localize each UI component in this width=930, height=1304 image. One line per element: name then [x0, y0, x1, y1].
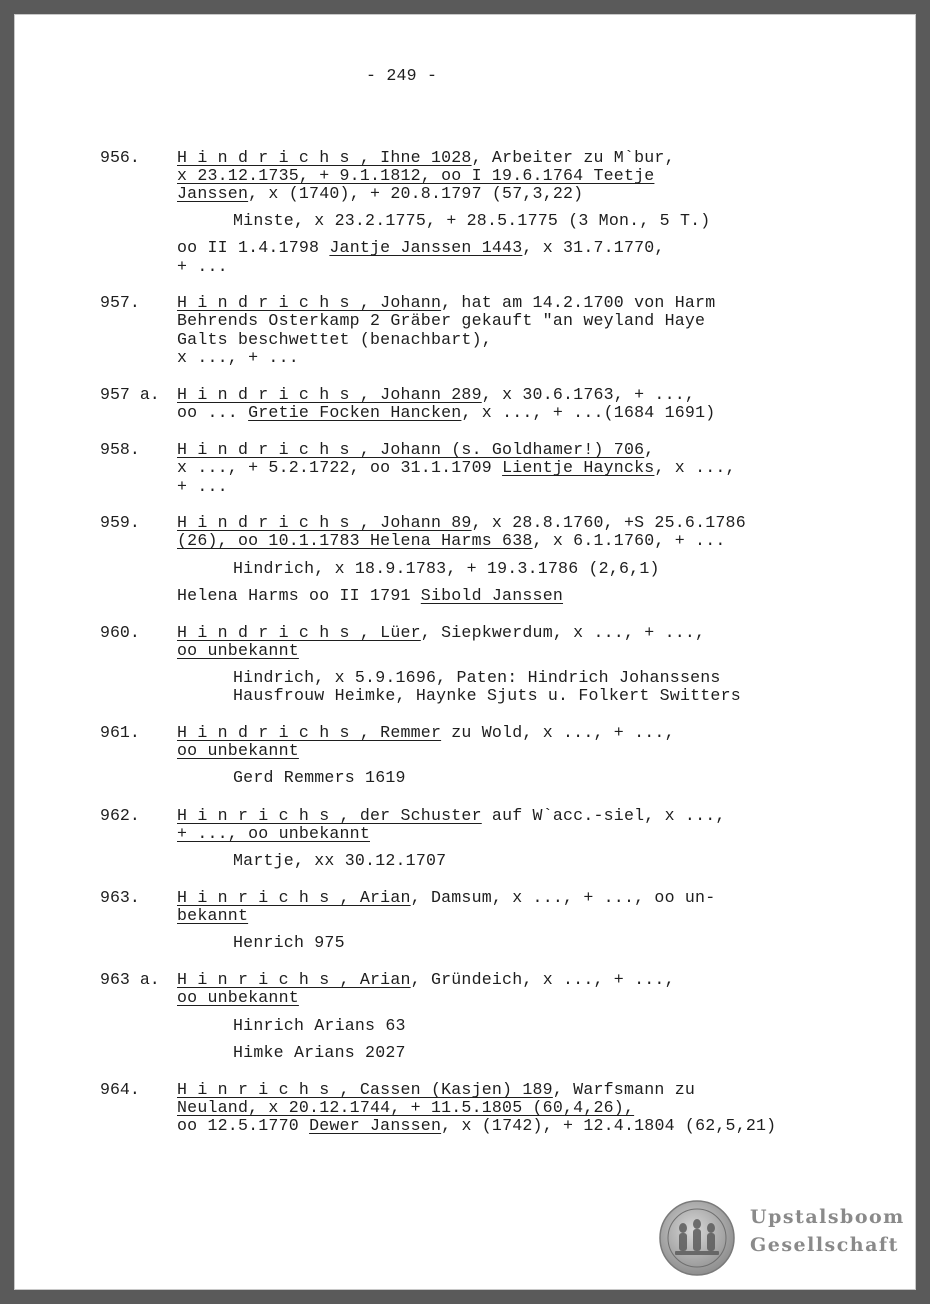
entry-line: [177, 513, 746, 532]
underlined-name: bekannt: [177, 906, 249, 925]
entry-line: [177, 293, 715, 312]
entry-text: x ..., + ...: [177, 348, 299, 367]
entry-text: , Warfsmann zu: [552, 1080, 696, 1099]
entry-line: [177, 238, 665, 257]
underlined-name: x 23.12.1735, + 9.1.1812, oo I 19.6.1764 Teetje: [177, 166, 655, 185]
entry-number: 956.: [100, 148, 140, 167]
underlined-name: Dewer Janssen: [309, 1116, 442, 1135]
entry-text: x ..., + 5.2.1722, oo 31.1.1709: [177, 458, 503, 477]
underlined-name: Neuland, x 20.12.1744, + 11.5.1805 (60,4,26),: [177, 1098, 635, 1117]
entry-text: Helena Harms oo II 1791: [177, 586, 421, 605]
entry-number: 962.: [100, 806, 140, 825]
entry-line: [177, 348, 299, 367]
entry-text: oo II 1.4.1798: [177, 238, 330, 257]
entry-line: [233, 851, 446, 870]
underlined-name: oo unbekannt: [177, 641, 299, 660]
entry-text: , hat am 14.2.1700 von Harm: [441, 293, 716, 312]
entry-number: 960.: [100, 623, 140, 642]
entry-line: [177, 531, 726, 550]
underlined-name: H i n d r i c h s , Remmer: [177, 723, 442, 742]
entry-number: 957 a.: [100, 385, 160, 404]
underlined-name: H i n d r i c h s , Johann 89: [177, 513, 472, 532]
entry-text: , Damsum, x ..., + ..., oo un-: [410, 888, 716, 907]
entry-line: [177, 586, 563, 605]
entry-line: [177, 311, 705, 330]
entry-line: [177, 806, 726, 825]
underlined-name: H i n d r i c h s , Johann 289: [177, 385, 482, 404]
entry-line: [177, 906, 248, 925]
entry-line: [177, 257, 228, 276]
entry-line: [177, 641, 299, 660]
entry-text: Behrends Osterkamp 2 Gräber gekauft "an weyland Haye: [177, 311, 706, 330]
entry-line: [177, 403, 715, 422]
underlined-name: Sibold Janssen: [420, 586, 564, 605]
entry-line: [177, 888, 715, 907]
entry-line: [233, 1016, 406, 1035]
entry-text: , x 30.6.1763, + ...,: [481, 385, 696, 404]
entry-text: Hindrich, x 5.9.1696, Paten: Hindrich Johanssens: [233, 668, 721, 687]
page-number: - 249 -: [366, 66, 438, 85]
entry-line: [233, 559, 660, 578]
entry-line: [233, 211, 710, 230]
entry-line: [177, 1098, 634, 1117]
underlined-name: H i n d r i c h s , Johann: [177, 293, 442, 312]
entry-line: [177, 385, 695, 404]
entry-text: , x 6.1.1760, + ...: [532, 531, 726, 550]
underlined-name: H i n d r i c h s , Lüer: [177, 623, 421, 642]
entry-text: zu Wold, x ..., + ...,: [441, 723, 675, 742]
entry-line: [177, 741, 299, 760]
underlined-name: + ..., oo unbekannt: [177, 824, 370, 843]
underlined-name: oo unbekannt: [177, 988, 299, 1007]
document-page: [14, 14, 916, 1290]
entry-text: Hindrich, x 18.9.1783, + 19.3.1786 (2,6,1): [233, 559, 660, 578]
underlined-name: Gretie Focken Hancken: [248, 403, 462, 422]
entry-text: ,: [644, 440, 655, 459]
entry-text: oo ...: [177, 403, 249, 422]
entry-text: Minste, x 23.2.1775, + 28.5.1775 (3 Mon., 5 T.): [233, 211, 711, 230]
entry-text: Gerd Remmers 1619: [233, 768, 406, 787]
entry-line: [177, 166, 654, 185]
watermark-text-line2: Gesellschaft: [750, 1234, 899, 1256]
entry-text: , Siepkwerdum, x ..., + ...,: [420, 623, 706, 642]
underlined-name: H i n d r i c h s , Johann (s. Goldhamer!) 706: [177, 440, 645, 459]
entry-line: [177, 623, 705, 642]
entry-text: , x ..., + ...(1684 1691): [461, 403, 716, 422]
entry-line: [177, 970, 675, 989]
underlined-name: H i n r i c h s , der Schuster: [177, 806, 482, 825]
entry-line: [233, 933, 345, 952]
underlined-name: (26), oo 10.1.1783 Helena Harms 638: [177, 531, 533, 550]
entry-text: , Gründeich, x ..., + ...,: [410, 970, 675, 989]
entry-text: , x (1740), + 20.8.1797 (57,3,22): [248, 184, 584, 203]
entry-number: 957.: [100, 293, 140, 312]
entry-text: Hinrich Arians 63: [233, 1016, 406, 1035]
entry-line: [177, 1116, 776, 1135]
underlined-name: H i n d r i c h s , Ihne 1028: [177, 148, 472, 167]
entry-text: Hausfrouw Heimke, Haynke Sjuts u. Folkert Switters: [233, 686, 741, 705]
entry-line: [177, 477, 228, 496]
entry-line: [177, 440, 654, 459]
entry-line: [177, 330, 492, 349]
underlined-name: Janssen: [177, 184, 249, 203]
entry-line: [233, 686, 741, 705]
entry-text: , x 28.8.1760, +S 25.6.1786: [471, 513, 746, 532]
entry-text: , x ...,: [654, 458, 736, 477]
underlined-name: oo unbekannt: [177, 741, 299, 760]
underlined-name: Lientje Hayncks: [502, 458, 655, 477]
entry-number: 963 a.: [100, 970, 160, 989]
entry-line: [177, 824, 370, 843]
entry-text: auf W`acc.-siel, x ...,: [481, 806, 726, 825]
entry-text: , x 31.7.1770,: [522, 238, 665, 257]
entry-number: 959.: [100, 513, 140, 532]
entry-text: oo 12.5.1770: [177, 1116, 310, 1135]
entry-text: Martje, xx 30.12.1707: [233, 851, 447, 870]
society-seal-logo: [659, 1200, 735, 1276]
entry-line: [233, 768, 406, 787]
entry-number: 958.: [100, 440, 140, 459]
entry-line: [177, 1080, 695, 1099]
entry-text: + ...: [177, 257, 228, 276]
entry-line: [177, 988, 299, 1007]
entry-number: 963.: [100, 888, 140, 907]
entry-text: Galts beschwettet (benachbart),: [177, 330, 492, 349]
entry-text: , Arbeiter zu M`bur,: [471, 148, 675, 167]
entry-line: [177, 723, 675, 742]
underlined-name: H i n r i c h s , Cassen (Kasjen) 189: [177, 1080, 553, 1099]
entry-line: [177, 148, 675, 167]
underlined-name: Jantje Janssen 1443: [329, 238, 523, 257]
underlined-name: H i n r i c h s , Arian: [177, 888, 411, 907]
entry-line: [177, 184, 583, 203]
entry-line: [233, 668, 721, 687]
entry-line: [233, 1043, 406, 1062]
entry-number: 961.: [100, 723, 140, 742]
underlined-name: H i n r i c h s , Arian: [177, 970, 411, 989]
entry-text: Himke Arians 2027: [233, 1043, 406, 1062]
entry-text: , x (1742), + 12.4.1804 (62,5,21): [441, 1116, 777, 1135]
entry-number: 964.: [100, 1080, 140, 1099]
entry-text: + ...: [177, 477, 228, 496]
watermark-text-line1: Upstalsboom: [750, 1206, 905, 1228]
entry-line: [177, 458, 736, 477]
entry-text: Henrich 975: [233, 933, 345, 952]
